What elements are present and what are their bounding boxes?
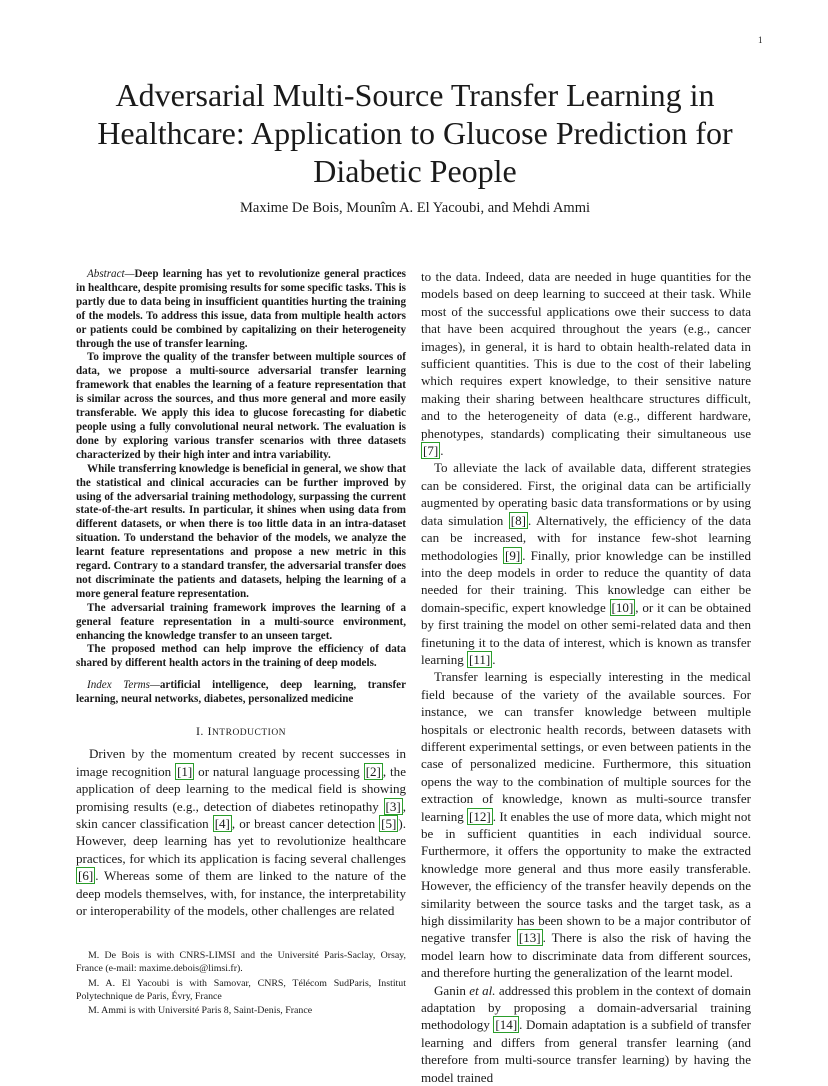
- citation-link[interactable]: [3]: [385, 798, 401, 814]
- abstract: [76, 268, 406, 671]
- right-column: [421, 268, 751, 1086]
- citation-link[interactable]: [10]: [611, 599, 634, 615]
- citation-link[interactable]: [14]: [495, 1017, 518, 1033]
- abstract-paragraph: [76, 268, 406, 351]
- body-paragraph: Ganin et al. addressed this problem in the context of domain adaptation by proposing a domain-adversarial training methodology [14] . Domain adaptation is a subfield of transfer learning and differs from general transfer learning (and therefore from multi-source transfer learning) by having the model trained: [421, 982, 752, 1085]
- body-paragraph: Transfer learning is especially interesting in the medical field because of the variety of the available sources. For instance, we can transfer knowledge between multiple hospitals or electronic health records, between datasets with different experimental settings, or even between patients in the case of personalized medicine. Furthermore, this situation opens the way to the combination of multiple sources for the extraction of knowledge, known as multi-source transfer learning [12] . It enables the use of more data, which might not be in sufficient quantities in each individual source. Furthermore, it offers the opportunity to make the extracted knowledge more general and thus more easily transferable. However, the efficiency of the transfer heavily depends on the similarity between the source tasks and the target task, as a high dissimilarity has been shown to be a major contributor of negative transfer [13] . There is also the risk of having the model learn how to discriminate data from different sources, and therefore hurting the generalization of the learnt model.: [421, 669, 751, 981]
- left-column: [76, 268, 406, 919]
- citation-link[interactable]: [5]: [381, 815, 397, 831]
- index-terms: [76, 678, 406, 706]
- section-heading-introduction: [76, 724, 406, 739]
- abstract-label: Abstract—: [87, 268, 135, 280]
- footnote: M. Ammi is with Université Paris 8, Saint-Denis, France: [88, 1005, 313, 1017]
- section-number: I.: [195, 724, 208, 739]
- index-terms-label: Index Terms—: [87, 679, 160, 692]
- abstract-paragraph: To improve the quality of the transfer between multiple sources of data, we propose a multi-source adversarial transfer learning framework that enables the learning of a feature representation that is similar across the sources, and thus more general and more easily transferable. We apply this idea to glucose forecasting for diabetic people using a fully convolutional neural network. The evaluation is done by exploring various transfer scenarios with three datasets characterized by their high inter and intra variability.: [76, 351, 406, 461]
- paper-title: Adversarial Multi-Source Transfer Learning in Healthcare: Application to Glucose Prediction for Diabetic People: [97, 77, 733, 189]
- footnote: M. A. El Yacoubi is with Samovar, CNRS, Télécom SudParis, Institut Polytechnique de Paris, Évry, France: [76, 977, 406, 1002]
- footnote: M. De Bois is with CNRS-LIMSI and the Université Paris-Saclay, Orsay, France (e-mail: maxime.debois@limsi.fr).: [76, 950, 406, 975]
- index-terms-text: artificial intelligence, deep learning, transfer learning, neural networks, diabetes, personalized medicine: [76, 679, 407, 706]
- affiliation-footnotes: [76, 949, 406, 1018]
- citation-link[interactable]: [11]: [469, 651, 491, 667]
- citation-link[interactable]: [1]: [177, 763, 193, 779]
- citation-link[interactable]: [6]: [78, 868, 94, 884]
- abstract-paragraph: While transferring knowledge is beneficial in general, we show that the statistical and clinical accuracies can be further improved by using of the adversarial training methodology, surpassing the current state-of-the-art results. In particular, it shines when using data from different datasets, or when there is too little data in an intra-dataset situation. To understand the behavior of the models, we analyze the learnt feature representations and propose a new metric in this regard. Contrary to a standard transfer, the adversarial transfer does not discriminate the patients and datasets, helping the learning of a more general feature representation.: [76, 462, 406, 600]
- citation-link[interactable]: [8]: [510, 512, 526, 528]
- section-initial: I: [207, 724, 212, 739]
- emphasis: et al.: [469, 982, 496, 998]
- author-list: Maxime De Bois, Mounîm A. El Yacoubi, and Mehdi Ammi: [239, 200, 590, 216]
- citation-link[interactable]: [13]: [518, 930, 541, 946]
- abstract-paragraph: The adversarial training framework improves the learning of a general feature representation in a multi-source environment, enhancing the knowledge transfer to an unseen target.: [76, 601, 406, 642]
- body-paragraph: Driven by the momentum created by recent successes in image recognition [1] or natural language processing [2] , the application of deep learning to the medical field is showing promising results (e.g., detection of diabetes retinopathy [3] , skin cancer classification [4] , or breast cancer detection [5] ). However, deep learning has yet to revolutionize healthcare practices, for which its application is facing several challenges [6] . Whereas some of them are linked to the nature of the deep models themselves, with, for instance, the interpretability or interoperability of the models, other challenges are related: [76, 746, 406, 918]
- introduction-body: [76, 745, 406, 919]
- citation-link[interactable]: [7]: [423, 443, 439, 459]
- page-number: 1: [758, 35, 763, 45]
- body-paragraph: to the data. Indeed, data are needed in huge quantities for the models based on deep learning to succeed at their task. While most of the successful applications owe their success to data that have been acquired throughout the years (e.g., cancer images), in general, it is hard to obtain health-related data in sufficient quantities. This is due to the cost of their labeling which requires expert knowledge, to their sensitive nature making their sharing between healthcare structures difficult, and to the heterogeneity of data (e.g., different hardware, phenotypes, standards) complicating their simultaneous use [7] .: [421, 269, 751, 459]
- citation-link[interactable]: [12]: [469, 808, 491, 824]
- section-title-rest: NTRODUCTION: [211, 728, 287, 739]
- citation-link[interactable]: [2]: [365, 763, 381, 779]
- body-paragraph: To alleviate the lack of available data, different strategies can be considered. First, the original data can be artificially augmented by operating basic data transformations or by using data simulation [8] . Alternatively, the efficiency of the data can be increased, with for instance few-shot learning methodologies [9] . Finally, prior knowledge can be instilled into the deep models in order to reduce the quantity of data needed for their training. This knowledge can either be domain-specific, expert knowledge [10] , or it can be obtained by first training the model on other semi-related data and then finetuning it to the data of interest, which is known as transfer learning [11] .: [421, 460, 751, 667]
- abstract-text: Deep learning has yet to revolutionize general practices in healthcare, despite promising results for some specific tasks. This is partly due to data being in insufficient quantities hurting the training of the models. To address this issue, data from multiple health actors or patients could be combined by capitalizing on their heterogeneity through the use of transfer learning.: [76, 268, 406, 350]
- abstract-paragraph: The proposed method can help improve the efficiency of data shared by different health actors in the training of deep models.: [76, 643, 406, 670]
- citation-link[interactable]: [9]: [505, 547, 521, 563]
- citation-link[interactable]: [4]: [214, 815, 230, 831]
